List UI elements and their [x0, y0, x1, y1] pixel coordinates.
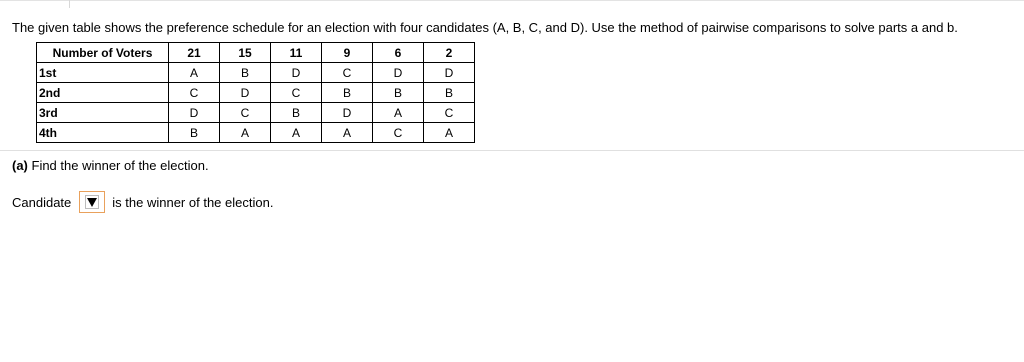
- candidate-dropdown[interactable]: [79, 191, 105, 213]
- table-cell: C: [424, 103, 475, 123]
- rank-label: 4th: [37, 123, 169, 143]
- section-divider: [0, 150, 1024, 151]
- table-cell: C: [220, 103, 271, 123]
- rank-label: 3rd: [37, 103, 169, 123]
- triangle-down-glyph: [87, 198, 97, 207]
- table-cell: D: [220, 83, 271, 103]
- table-row: [37, 123, 475, 143]
- table-cell: A: [373, 103, 424, 123]
- table-cell: C: [271, 83, 322, 103]
- voter-count: 21: [169, 43, 220, 63]
- table-row: [37, 103, 475, 123]
- voter-count: 6: [373, 43, 424, 63]
- part-a-label: (a): [12, 158, 28, 173]
- answer-prefix: Candidate: [12, 194, 72, 210]
- voter-count: 9: [322, 43, 373, 63]
- table-cell: A: [169, 63, 220, 83]
- table-cell: D: [322, 103, 373, 123]
- table-cell: B: [322, 83, 373, 103]
- voter-count: 15: [220, 43, 271, 63]
- question-intro: The given table shows the preference schedule for an election with four candidates (A, B, C, and D). Use the method of pairwise comparisons to solve parts a and b.: [12, 20, 958, 35]
- top-divider-tick: [69, 0, 70, 8]
- voters-header-label: Number of Voters: [37, 43, 169, 63]
- part-a-text: Find the winner of the election.: [27, 158, 209, 173]
- rank-label: 1st: [37, 63, 169, 83]
- table-cell: A: [271, 123, 322, 143]
- table-cell: B: [169, 123, 220, 143]
- table-cell: C: [373, 123, 424, 143]
- table-cell: A: [220, 123, 271, 143]
- table-cell: C: [322, 63, 373, 83]
- answer-row: [12, 190, 273, 214]
- top-divider: [0, 0, 1024, 1]
- rank-label: 2nd: [37, 83, 169, 103]
- table-cell: D: [424, 63, 475, 83]
- table-cell: B: [424, 83, 475, 103]
- table-cell: D: [373, 63, 424, 83]
- table-cell: A: [424, 123, 475, 143]
- table-cell: B: [220, 63, 271, 83]
- preference-schedule-table: [36, 42, 475, 143]
- voter-count: 11: [271, 43, 322, 63]
- triangle-down-icon: [85, 195, 99, 209]
- table-row: [37, 63, 475, 83]
- table-cell: A: [322, 123, 373, 143]
- table-cell: D: [169, 103, 220, 123]
- voter-count: 2: [424, 43, 475, 63]
- table-cell: B: [373, 83, 424, 103]
- table-header-row: [37, 43, 475, 63]
- part-a-prompt: [12, 158, 209, 173]
- table-cell: C: [169, 83, 220, 103]
- table-cell: D: [271, 63, 322, 83]
- table-row: [37, 83, 475, 103]
- answer-suffix: is the winner of the election.: [112, 194, 274, 210]
- table-cell: B: [271, 103, 322, 123]
